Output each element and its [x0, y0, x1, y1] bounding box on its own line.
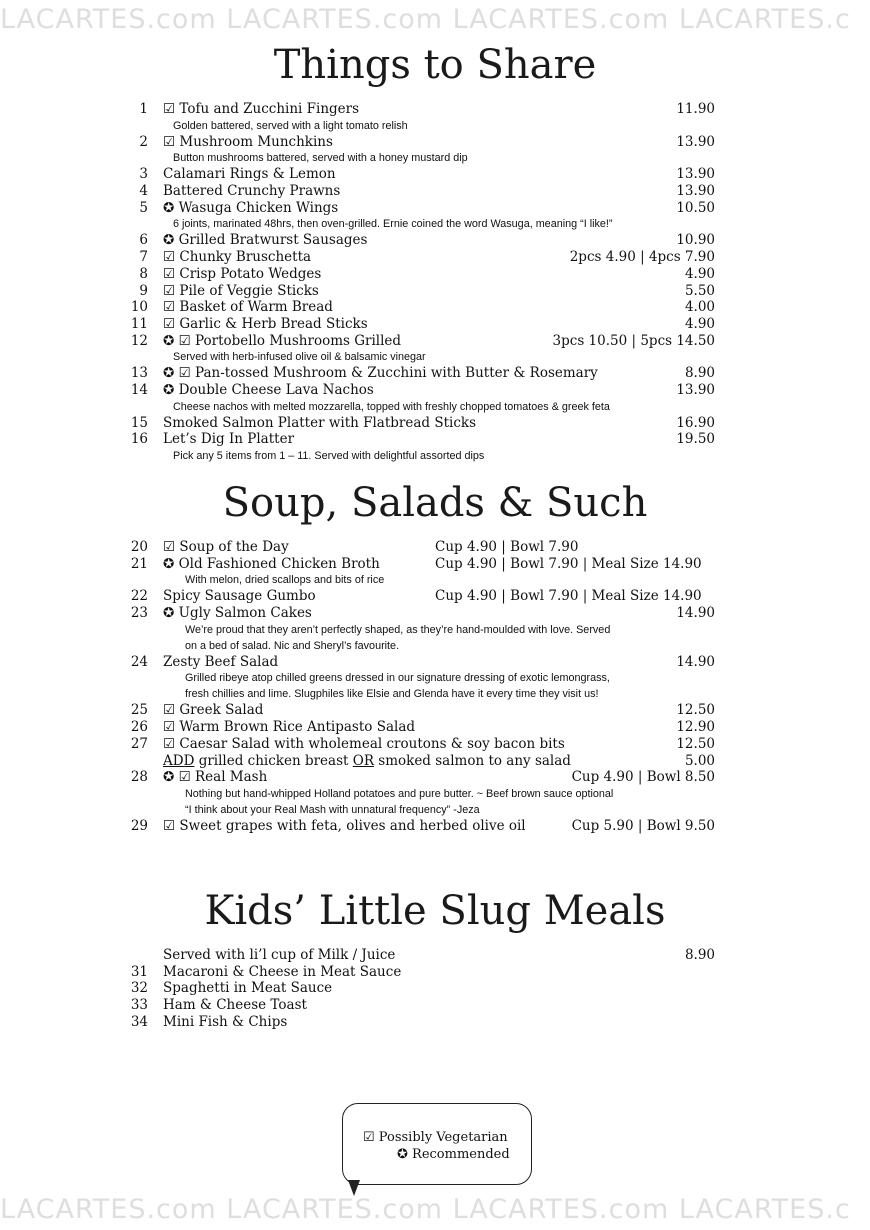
item-description-line	[0, 448, 870, 464]
item-description: Golden battered, served with a light tomato relish	[173, 119, 408, 132]
item-number: 10	[130, 299, 148, 316]
kids-item-row	[0, 980, 870, 997]
item-price: 4.90	[684, 265, 715, 282]
item-number: 31	[130, 963, 148, 980]
addon-add: ADD	[163, 752, 195, 769]
item-price: 4.90	[684, 315, 715, 332]
item-number: 34	[130, 1013, 148, 1030]
item-description-line	[0, 622, 870, 638]
addon-or: OR	[352, 752, 374, 769]
addon-price: 5.00	[684, 752, 715, 769]
item-number: 32	[130, 980, 148, 997]
menu-item-row	[0, 539, 870, 556]
kids-intro: Served with li’l cup of Milk / Juice	[163, 947, 396, 963]
item-description-line	[0, 802, 870, 818]
legend-vegetarian: ☑ Possibly Vegetarian	[363, 1130, 508, 1145]
menu-item-row	[0, 166, 870, 183]
item-description-cont: fresh chillies and lime. Slugphiles like Elsie and Glenda have it every time they visit us!	[185, 688, 599, 701]
item-name: Let’s Dig In Platter	[163, 431, 295, 448]
menu-item-row	[0, 415, 870, 432]
menu-item-row	[0, 365, 870, 382]
menu-item-row	[0, 769, 870, 786]
item-name: ☑ Garlic & Herb Bread Sticks	[163, 315, 368, 332]
item-sizes: Cup 4.90 | Bowl 7.90 | Meal Size 14.90	[435, 588, 702, 605]
item-name: Spicy Sausage Gumbo	[163, 588, 316, 605]
item-name: ✪ Double Cheese Lava Nachos	[163, 381, 374, 398]
item-number: 4	[139, 183, 148, 200]
item-name: Calamari Rings & Lemon	[163, 166, 336, 183]
menu-item-row	[0, 299, 870, 316]
kids-item-row	[0, 964, 870, 981]
watermark-top: LACARTES.com LACARTES.com LACARTES.com LACARTES.c	[0, 4, 851, 35]
item-name: ✪ ☑ Real Mash	[163, 769, 268, 786]
menu-item-row	[0, 736, 870, 753]
item-number: 27	[130, 735, 148, 752]
menu-item-row	[0, 333, 870, 350]
item-number: 26	[130, 719, 148, 736]
item-number: 25	[130, 702, 148, 719]
item-price: 12.50	[676, 702, 715, 719]
item-number: 21	[130, 555, 148, 572]
item-price: 14.90	[676, 605, 715, 622]
item-number: 22	[130, 588, 148, 605]
item-price: 12.90	[676, 719, 715, 736]
item-name: ☑ Chunky Bruschetta	[163, 249, 312, 266]
item-name: Macaroni & Cheese in Meat Sauce	[163, 963, 402, 980]
menu-item-row	[0, 200, 870, 217]
item-name: ☑ Basket of Warm Bread	[163, 299, 333, 316]
item-description-cont: “I think about your Real Mash with unnatural frequency” -Jeza	[185, 803, 480, 816]
item-price: 16.90	[676, 414, 715, 431]
item-description-line	[0, 670, 870, 686]
item-number: 13	[130, 365, 148, 382]
section-title-soup: Soup, Salads & Such	[222, 480, 648, 526]
item-description: Served with herb-infused olive oil & balsamic vinegar	[173, 351, 426, 364]
item-price: 10.90	[676, 232, 715, 249]
item-number: 2	[139, 133, 148, 150]
addon-text	[163, 753, 571, 770]
item-name: Smoked Salmon Platter with Flatbread Sticks	[163, 414, 477, 431]
item-number: 28	[130, 769, 148, 786]
item-name: ☑ Tofu and Zucchini Fingers	[163, 101, 360, 117]
item-price: 10.50	[676, 199, 715, 216]
menu-item-row	[0, 654, 870, 671]
menu-item-row	[0, 588, 870, 605]
legend-box	[342, 1103, 532, 1185]
item-number: 1	[139, 101, 148, 117]
item-description-line	[0, 572, 870, 588]
item-price: 13.90	[676, 133, 715, 150]
item-price: 8.90	[684, 365, 715, 382]
menu-item-row	[0, 183, 870, 200]
item-description-line	[0, 786, 870, 802]
menu-item-row	[0, 818, 870, 835]
menu-item-row	[0, 719, 870, 736]
addon-post: smoked salmon to any salad	[373, 752, 571, 769]
item-name: ✪ Wasuga Chicken Wings	[163, 199, 339, 216]
item-price: 19.50	[676, 431, 715, 448]
item-name: Mini Fish & Chips	[163, 1013, 288, 1030]
item-price: 2pcs 4.90 | 4pcs 7.90	[569, 249, 715, 266]
item-description-line	[0, 399, 870, 415]
item-name: Ham & Cheese Toast	[163, 997, 307, 1014]
item-description-line	[0, 216, 870, 232]
menu-item-row	[0, 232, 870, 249]
item-price: Cup 5.90 | Bowl 9.50	[571, 817, 715, 834]
section-title-kids: Kids’ Little Slug Meals	[204, 888, 666, 934]
item-price: 4.00	[684, 299, 715, 316]
item-price: 13.90	[676, 183, 715, 200]
kids-item-row	[0, 1014, 870, 1031]
kids-price: 8.90	[684, 947, 715, 963]
item-name: ☑ Caesar Salad with wholemeal croutons & soy bacon bits	[163, 735, 565, 752]
addon-mid: grilled chicken breast	[194, 752, 353, 769]
item-name: ☑ Crisp Potato Wedges	[163, 265, 322, 282]
item-description: Nothing but hand-whipped Holland potatoes and pure butter. ~ Beef brown sauce optional	[185, 787, 614, 800]
item-price: 14.90	[676, 653, 715, 670]
menu-item-row	[0, 382, 870, 399]
item-name: ✪ Grilled Bratwurst Sausages	[163, 232, 368, 249]
item-description: Pick any 5 items from 1 – 11. Served with delightful assorted dips	[173, 450, 485, 462]
item-number: 24	[130, 653, 148, 670]
menu-item-row	[0, 249, 870, 266]
item-number: 9	[139, 282, 148, 299]
menu-item-row	[0, 605, 870, 622]
item-number: 6	[139, 232, 148, 249]
item-name: ✪ ☑ Portobello Mushrooms Grilled	[163, 332, 402, 349]
item-description: We’re proud that they aren’t perfectly shaped, as they’re hand-moulded with love. Served	[185, 623, 611, 636]
menu-item-row	[0, 556, 870, 573]
menu-item-row	[0, 266, 870, 283]
item-description-line	[0, 638, 870, 654]
item-name: ✪ Old Fashioned Chicken Broth	[163, 555, 380, 572]
item-name: ☑ Greek Salad	[163, 702, 264, 719]
item-number: 12	[130, 332, 148, 349]
item-number: 29	[130, 817, 148, 834]
item-price: 3pcs 10.50 | 5pcs 14.50	[552, 332, 715, 349]
item-name: ☑ Pile of Veggie Sticks	[163, 282, 319, 299]
addon-row	[0, 753, 870, 770]
item-name: ☑ Warm Brown Rice Antipasto Salad	[163, 719, 416, 736]
item-number: 7	[139, 249, 148, 266]
kids-intro-row	[0, 947, 870, 964]
item-price: 5.50	[684, 282, 715, 299]
item-description: Cheese nachos with melted mozzarella, topped with freshly chopped tomatoes & greek feta	[173, 400, 610, 413]
item-name: Zesty Beef Salad	[163, 653, 279, 670]
item-description: 6 joints, marinated 48hrs, then oven-grilled. Ernie coined the word Wasuga, meaning “I like!”	[173, 218, 613, 231]
item-sizes: Cup 4.90 | Bowl 7.90	[435, 539, 579, 555]
item-description-cont: on a bed of salad. Nic and Sheryl’s favourite.	[185, 639, 400, 652]
item-number: 8	[139, 265, 148, 282]
item-sizes: Cup 4.90 | Bowl 7.90 | Meal Size 14.90	[435, 555, 702, 572]
item-name: ✪ Ugly Salmon Cakes	[163, 605, 312, 622]
watermark-bottom: LACARTES.com LACARTES.com LACARTES.com LACARTES.c	[0, 1194, 851, 1225]
legend-speech-tail	[348, 1180, 360, 1196]
menu-item-row	[0, 702, 870, 719]
item-price: 13.90	[676, 381, 715, 398]
item-number: 33	[130, 997, 148, 1014]
menu-item-row	[0, 101, 870, 118]
section-title-share: Things to Share	[273, 42, 597, 88]
menu-item-row	[0, 431, 870, 448]
legend-recommended: ✪ Recommended	[397, 1147, 510, 1162]
item-description: With melon, dried scallops and bits of rice	[185, 574, 385, 587]
item-name: Spaghetti in Meat Sauce	[163, 980, 333, 997]
item-number: 14	[130, 381, 148, 398]
item-number: 20	[130, 539, 148, 555]
menu-item-row	[0, 134, 870, 151]
share-menu	[0, 101, 870, 464]
item-name: ☑ Soup of the Day	[163, 539, 289, 555]
item-price: Cup 4.90 | Bowl 8.50	[571, 769, 715, 786]
item-number: 11	[130, 315, 148, 332]
item-price: 12.50	[676, 735, 715, 752]
menu-item-row	[0, 283, 870, 300]
item-number: 5	[139, 199, 148, 216]
item-number: 3	[139, 166, 148, 183]
item-name: ✪ ☑ Pan-tossed Mushroom & Zucchini with Butter & Rosemary	[163, 365, 598, 382]
item-description-line	[0, 349, 870, 365]
item-description-line	[0, 150, 870, 166]
item-number: 15	[130, 414, 148, 431]
item-name: Battered Crunchy Prawns	[163, 183, 341, 200]
soup-menu	[0, 539, 870, 835]
kids-menu	[0, 947, 870, 1030]
item-number: 23	[130, 605, 148, 622]
item-name: ☑ Sweet grapes with feta, olives and herbed olive oil	[163, 817, 526, 834]
item-description: Grilled ribeye atop chilled greens dressed in our signature dressing of exotic lemongrass,	[185, 672, 610, 685]
item-description-line	[0, 118, 870, 134]
menu-item-row	[0, 316, 870, 333]
item-description: Button mushrooms battered, served with a honey mustard dip	[173, 152, 468, 165]
item-description-line	[0, 686, 870, 702]
item-price: 13.90	[676, 166, 715, 183]
item-number: 16	[130, 431, 148, 448]
kids-item-row	[0, 997, 870, 1014]
item-name: ☑ Mushroom Munchkins	[163, 133, 333, 150]
item-price: 11.90	[676, 101, 715, 117]
